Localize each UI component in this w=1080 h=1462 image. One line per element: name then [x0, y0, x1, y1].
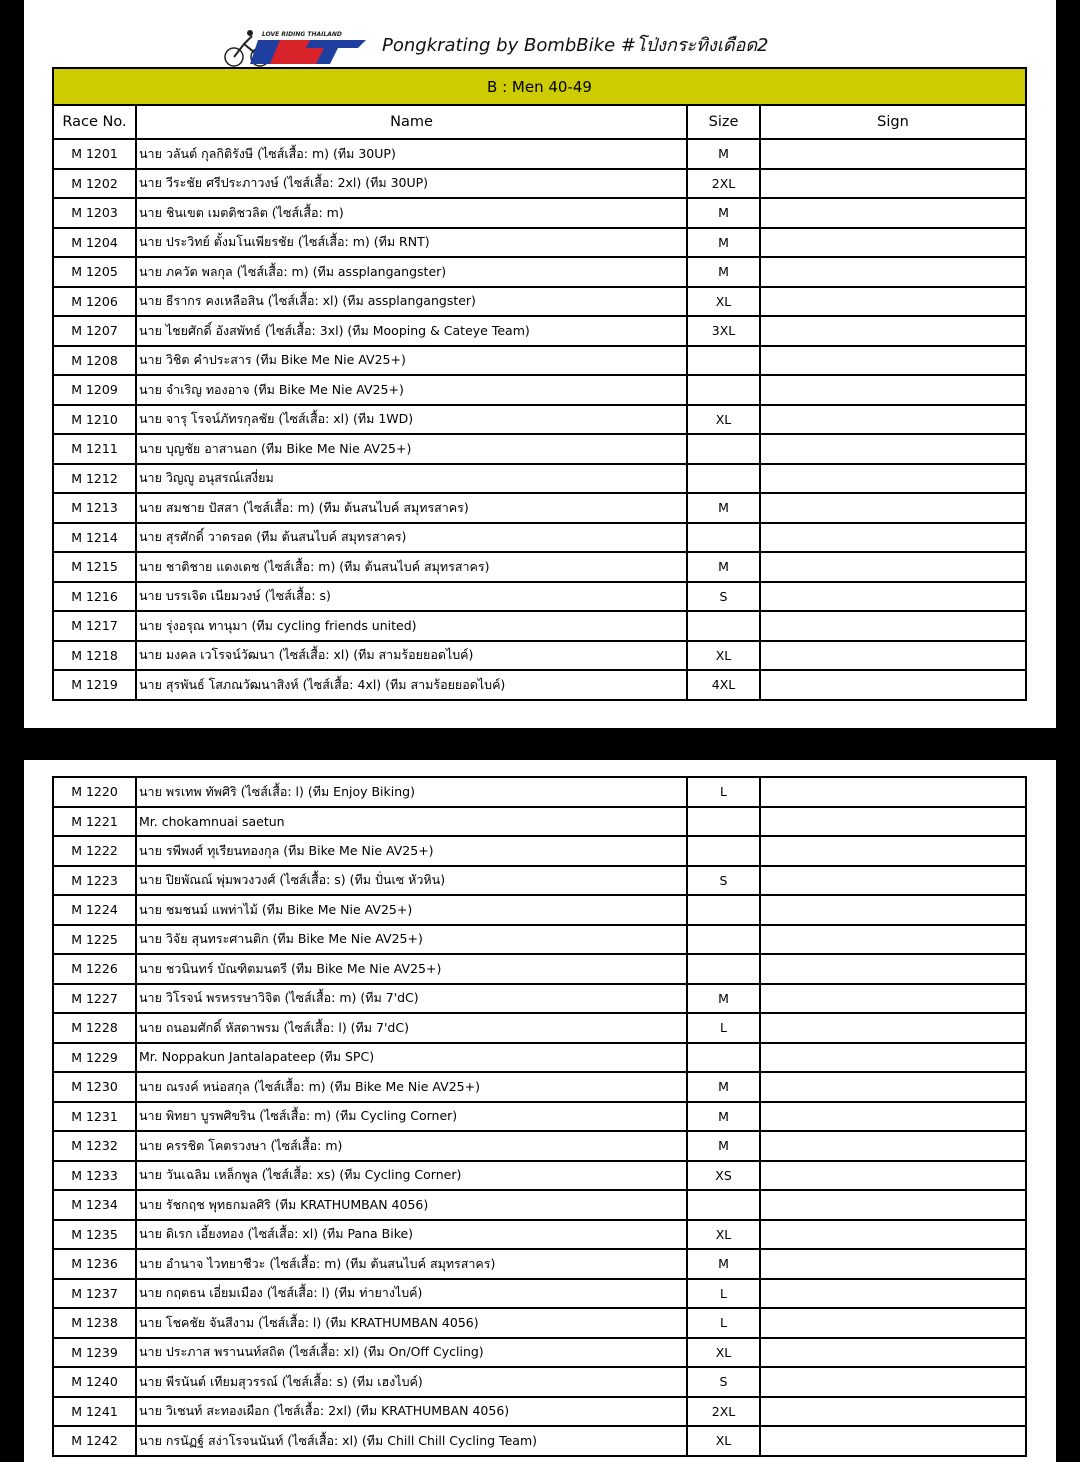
- sign-cell: [760, 1043, 1026, 1073]
- name-cell: นาย จำเริญ ทองอาจ (ทีม Bike Me Nie AV25+): [136, 375, 687, 405]
- size-cell: [687, 807, 760, 837]
- name-cell: นาย วลันต์ กุลกิติรังษี (ไซส์เสื้อ: m) (ทีม 30UP): [136, 139, 687, 169]
- size-cell: XL: [687, 405, 760, 435]
- table-row: [53, 1308, 1026, 1338]
- race-number-cell: M 1216: [53, 582, 136, 612]
- sign-cell: [760, 1161, 1026, 1191]
- category-band: B : Men 40-49: [53, 68, 1026, 105]
- table-row: [53, 523, 1026, 553]
- name-cell: นาย กรนัฏฐ์ สง่าโรจนนันท์ (ไซส์เสื้อ: xl) (ทีม Chill Chill Cycling Team): [136, 1426, 687, 1456]
- name-cell: นาย ธีรากร คงเหลือสิน (ไซส์เสื้อ: xl) (ทีม assplangangster): [136, 287, 687, 317]
- table-row: [53, 1043, 1026, 1073]
- name-cell: นาย ไชยศักดิ์ อังสพัทธ์ (ไซส์เสื้อ: 3xl) (ทีม Mooping & Cateye Team): [136, 316, 687, 346]
- sign-cell: [760, 434, 1026, 464]
- name-cell: นาย ชมชนม์ แพท่าไม้ (ทีม Bike Me Nie AV25+): [136, 895, 687, 925]
- name-cell: นาย วันเฉลิม เหล็กพูล (ไซส์เสื้อ: xs) (ทีม Cycling Corner): [136, 1161, 687, 1191]
- name-cell: นาย รุ่งอรุณ ทานุมา (ทีม cycling friends united): [136, 611, 687, 641]
- sign-cell: [760, 807, 1026, 837]
- size-cell: M: [687, 257, 760, 287]
- size-cell: L: [687, 1308, 760, 1338]
- name-cell: นาย กฤตธน เอี่ยมเมือง (ไซส์เสื้อ: l) (ทีม ท่ายางไบค์): [136, 1279, 687, 1309]
- name-cell: นาย ชินเขต เมตติชวลิต (ไซส์เสื้อ: m): [136, 198, 687, 228]
- sign-cell: [760, 316, 1026, 346]
- name-cell: นาย พีรนันต์ เทียมสุวรรณ์ (ไซส์เสื้อ: s) (ทีม เฮงไบค์): [136, 1367, 687, 1397]
- sign-cell: [760, 925, 1026, 955]
- table-row: [53, 464, 1026, 494]
- race-number-cell: M 1222: [53, 836, 136, 866]
- table-row: [53, 1102, 1026, 1132]
- table-row: [53, 866, 1026, 896]
- race-number-cell: M 1204: [53, 228, 136, 258]
- column-header-race-no: Race No.: [53, 105, 136, 139]
- sign-cell: [760, 169, 1026, 199]
- size-cell: M: [687, 493, 760, 523]
- sign-cell: [760, 836, 1026, 866]
- race-number-cell: M 1207: [53, 316, 136, 346]
- race-number-cell: M 1203: [53, 198, 136, 228]
- race-number-cell: M 1239: [53, 1338, 136, 1368]
- size-cell: M: [687, 1249, 760, 1279]
- race-number-cell: M 1214: [53, 523, 136, 553]
- sign-cell: [760, 1131, 1026, 1161]
- race-number-cell: M 1226: [53, 954, 136, 984]
- sign-cell: [760, 954, 1026, 984]
- name-cell: นาย ณรงค์ หน่อสกุล (ไซส์เสื้อ: m) (ทีม Bike Me Nie AV25+): [136, 1072, 687, 1102]
- race-number-cell: M 1213: [53, 493, 136, 523]
- name-cell: นาย วิจัย สุนทระศานติก (ทีม Bike Me Nie AV25+): [136, 925, 687, 955]
- table-row: [53, 1338, 1026, 1368]
- race-number-cell: M 1230: [53, 1072, 136, 1102]
- column-header-sign: Sign: [760, 105, 1026, 139]
- table-row: [53, 346, 1026, 376]
- size-cell: [687, 836, 760, 866]
- race-number-cell: M 1220: [53, 777, 136, 807]
- size-cell: XL: [687, 1220, 760, 1250]
- sign-cell: [760, 1072, 1026, 1102]
- name-cell: นาย โชคชัย จันสีงาม (ไซส์เสื้อ: l) (ทีม KRATHUMBAN 4056): [136, 1308, 687, 1338]
- sign-cell: [760, 1220, 1026, 1250]
- name-cell: นาย วิเชนท์ สะทองเผือก (ไซส์เสื้อ: 2xl) (ทีม KRATHUMBAN 4056): [136, 1397, 687, 1427]
- race-number-cell: M 1223: [53, 866, 136, 896]
- race-number-cell: M 1232: [53, 1131, 136, 1161]
- table-row: [53, 434, 1026, 464]
- sign-cell: [760, 1249, 1026, 1279]
- size-cell: M: [687, 1072, 760, 1102]
- sign-cell: [760, 777, 1026, 807]
- name-cell: นาย ครรชิต โคตรวงษา (ไซส์เสื้อ: m): [136, 1131, 687, 1161]
- name-cell: นาย ปิยพัณณ์ พุ่มพวงวงศ์ (ไซส์เสื้อ: s) (ทีม ปั่นเซ หัวหิน): [136, 866, 687, 896]
- name-cell: นาย จารุ โรจน์ภัทรกุลชัย (ไซส์เสื้อ: xl) (ทีม 1WD): [136, 405, 687, 435]
- table-row: [53, 1249, 1026, 1279]
- table-row: [53, 925, 1026, 955]
- size-cell: S: [687, 582, 760, 612]
- race-number-cell: M 1205: [53, 257, 136, 287]
- table-row: [53, 287, 1026, 317]
- table-row: [53, 641, 1026, 671]
- name-cell: Mr. chokamnuai saetun: [136, 807, 687, 837]
- sign-cell: [760, 405, 1026, 435]
- name-cell: นาย สมชาย ปัสสา (ไซส์เสื้อ: m) (ทีม ต้นสนไบค์ สมุทรสาคร): [136, 493, 687, 523]
- name-cell: นาย มงคล เวโรจน์วัฒนา (ไซส์เสื้อ: xl) (ทีม สามร้อยยอดไบค์): [136, 641, 687, 671]
- sign-cell: [760, 346, 1026, 376]
- table-row: [53, 611, 1026, 641]
- race-number-cell: M 1221: [53, 807, 136, 837]
- race-number-cell: M 1235: [53, 1220, 136, 1250]
- table-row: [53, 1426, 1026, 1456]
- sign-cell: [760, 866, 1026, 896]
- table-row: [53, 1367, 1026, 1397]
- name-cell: นาย บรรเจิด เนียมวงษ์ (ไซส์เสื้อ: s): [136, 582, 687, 612]
- name-cell: นาย ประภาส พรานนท์สถิต (ไซส์เสื้อ: xl) (ทีม On/Off Cycling): [136, 1338, 687, 1368]
- table-row: [53, 552, 1026, 582]
- sign-cell: [760, 1308, 1026, 1338]
- sign-cell: [760, 1397, 1026, 1427]
- race-number-cell: M 1202: [53, 169, 136, 199]
- sign-cell: [760, 1279, 1026, 1309]
- size-cell: [687, 895, 760, 925]
- race-number-cell: M 1201: [53, 139, 136, 169]
- size-cell: XL: [687, 1338, 760, 1368]
- table-row: [53, 1161, 1026, 1191]
- table-row: [53, 1397, 1026, 1427]
- race-number-cell: M 1241: [53, 1397, 136, 1427]
- name-cell: นาย วิชิต คำประสาร (ทีม Bike Me Nie AV25+): [136, 346, 687, 376]
- race-number-cell: M 1212: [53, 464, 136, 494]
- size-cell: XL: [687, 287, 760, 317]
- race-number-cell: M 1242: [53, 1426, 136, 1456]
- size-cell: XS: [687, 1161, 760, 1191]
- size-cell: M: [687, 139, 760, 169]
- name-cell: นาย ภควัต พลกุล (ไซส์เสื้อ: m) (ทีม assplangangster): [136, 257, 687, 287]
- name-cell: นาย อำนาจ ไวทยาชีวะ (ไซส์เสื้อ: m) (ทีม ต้นสนไบค์ สมุทรสาคร): [136, 1249, 687, 1279]
- table-row: [53, 954, 1026, 984]
- race-number-cell: M 1231: [53, 1102, 136, 1132]
- sign-cell: [760, 1102, 1026, 1132]
- table-body: [53, 777, 1026, 1456]
- name-cell: นาย ชวนินทร์ บัณฑิตมนตรี (ทีม Bike Me Nie AV25+): [136, 954, 687, 984]
- size-cell: [687, 954, 760, 984]
- table-row: [53, 169, 1026, 199]
- sign-cell: [760, 984, 1026, 1014]
- size-cell: 2XL: [687, 169, 760, 199]
- race-number-cell: M 1225: [53, 925, 136, 955]
- table-row: [53, 257, 1026, 287]
- size-cell: [687, 1043, 760, 1073]
- size-cell: M: [687, 552, 760, 582]
- sign-cell: [760, 1190, 1026, 1220]
- column-header-size: Size: [687, 105, 760, 139]
- race-number-cell: M 1209: [53, 375, 136, 405]
- size-cell: XL: [687, 641, 760, 671]
- name-cell: นาย ชาติชาย แดงเดช (ไซส์เสื้อ: m) (ทีม ต้นสนไบค์ สมุทรสาคร): [136, 552, 687, 582]
- name-cell: นาย วิญญู อนุสรณ์เสงี่ยม: [136, 464, 687, 494]
- lrt-logo-icon: [220, 26, 366, 68]
- table-row: [53, 836, 1026, 866]
- name-cell: นาย สุรศักดิ์ วาดรอด (ทีม ต้นสนไบค์ สมุทรสาคร): [136, 523, 687, 553]
- registration-table-page-1: [52, 67, 1027, 701]
- size-cell: M: [687, 1102, 760, 1132]
- document-page-2: [24, 760, 1056, 1462]
- size-cell: M: [687, 228, 760, 258]
- sign-cell: [760, 552, 1026, 582]
- race-number-cell: M 1229: [53, 1043, 136, 1073]
- sign-cell: [760, 895, 1026, 925]
- sign-cell: [760, 257, 1026, 287]
- size-cell: XL: [687, 1426, 760, 1456]
- sign-cell: [760, 523, 1026, 553]
- size-cell: 3XL: [687, 316, 760, 346]
- race-number-cell: M 1227: [53, 984, 136, 1014]
- document-title: Pongkrating by BombBike #โป่งกระทิงเดือด2: [382, 35, 769, 56]
- table-body: [53, 139, 1026, 700]
- sign-cell: [760, 198, 1026, 228]
- race-number-cell: M 1208: [53, 346, 136, 376]
- race-number-cell: M 1238: [53, 1308, 136, 1338]
- name-cell: นาย สุรพันธ์ โสภณวัฒนาสิงห์ (ไซส์เสื้อ: 4xl) (ทีม สามร้อยยอดไบค์): [136, 670, 687, 700]
- size-cell: 2XL: [687, 1397, 760, 1427]
- sign-cell: [760, 287, 1026, 317]
- size-cell: [687, 375, 760, 405]
- size-cell: [687, 611, 760, 641]
- table-row: [53, 375, 1026, 405]
- svg-text:LOVE RIDING THAILAND: LOVE RIDING THAILAND: [262, 31, 342, 38]
- size-cell: L: [687, 777, 760, 807]
- race-number-cell: M 1228: [53, 1013, 136, 1043]
- name-cell: นาย วีระชัย ศรีประภาวงษ์ (ไซส์เสื้อ: 2xl) (ทีม 30UP): [136, 169, 687, 199]
- size-cell: M: [687, 1131, 760, 1161]
- sign-cell: [760, 1013, 1026, 1043]
- size-cell: [687, 925, 760, 955]
- name-cell: นาย วิโรจน์ พรหรรษาวิจิต (ไซส์เสื้อ: m) (ทีม 7'dC): [136, 984, 687, 1014]
- race-number-cell: M 1234: [53, 1190, 136, 1220]
- column-header-name: Name: [136, 105, 687, 139]
- race-number-cell: M 1210: [53, 405, 136, 435]
- sign-cell: [760, 139, 1026, 169]
- table-row: [53, 895, 1026, 925]
- size-cell: M: [687, 984, 760, 1014]
- race-number-cell: M 1236: [53, 1249, 136, 1279]
- sign-cell: [760, 464, 1026, 494]
- name-cell: นาย ดิเรก เอี้ยงทอง (ไซส์เสื้อ: xl) (ทีม Pana Bike): [136, 1220, 687, 1250]
- table-row: [53, 582, 1026, 612]
- table-row: [53, 984, 1026, 1014]
- table-row: [53, 1131, 1026, 1161]
- size-cell: L: [687, 1013, 760, 1043]
- table-row: [53, 1220, 1026, 1250]
- table-row: [53, 493, 1026, 523]
- document-header: [220, 22, 820, 68]
- table-row: [53, 198, 1026, 228]
- name-cell: นาย พิทยา บูรพศิขริน (ไซส์เสื้อ: m) (ทีม Cycling Corner): [136, 1102, 687, 1132]
- table-row: [53, 1072, 1026, 1102]
- document-page-1: [24, 0, 1056, 728]
- race-number-cell: M 1215: [53, 552, 136, 582]
- race-number-cell: M 1211: [53, 434, 136, 464]
- registration-table-page-2: [52, 776, 1027, 1457]
- table-row: [53, 139, 1026, 169]
- size-cell: [687, 523, 760, 553]
- table-row: [53, 1279, 1026, 1309]
- name-cell: นาย บุญชัย อาสานอก (ทีม Bike Me Nie AV25+): [136, 434, 687, 464]
- race-number-cell: M 1237: [53, 1279, 136, 1309]
- sign-cell: [760, 493, 1026, 523]
- size-cell: L: [687, 1279, 760, 1309]
- size-cell: S: [687, 866, 760, 896]
- name-cell: Mr. Noppakun Jantalapateep (ทีม SPC): [136, 1043, 687, 1073]
- sign-cell: [760, 228, 1026, 258]
- race-number-cell: M 1224: [53, 895, 136, 925]
- size-cell: [687, 464, 760, 494]
- sign-cell: [760, 641, 1026, 671]
- sign-cell: [760, 670, 1026, 700]
- sign-cell: [760, 1338, 1026, 1368]
- size-cell: 4XL: [687, 670, 760, 700]
- name-cell: นาย รพีพงศ์ ทุเรียนทองกุล (ทีม Bike Me Nie AV25+): [136, 836, 687, 866]
- table-row: [53, 316, 1026, 346]
- sign-cell: [760, 582, 1026, 612]
- table-row: [53, 1190, 1026, 1220]
- race-number-cell: M 1233: [53, 1161, 136, 1191]
- sign-cell: [760, 1426, 1026, 1456]
- size-cell: [687, 346, 760, 376]
- table-row: [53, 405, 1026, 435]
- table-row: [53, 807, 1026, 837]
- size-cell: M: [687, 198, 760, 228]
- size-cell: [687, 434, 760, 464]
- name-cell: นาย ประวิทย์ ตั้งมโนเพียรชัย (ไซส์เสื้อ: m) (ทีม RNT): [136, 228, 687, 258]
- race-number-cell: M 1218: [53, 641, 136, 671]
- name-cell: นาย รัชกฤช พุทธกมลศิริ (ทีม KRATHUMBAN 4056): [136, 1190, 687, 1220]
- race-number-cell: M 1240: [53, 1367, 136, 1397]
- table-row: [53, 1013, 1026, 1043]
- sign-cell: [760, 375, 1026, 405]
- sign-cell: [760, 611, 1026, 641]
- size-cell: S: [687, 1367, 760, 1397]
- sign-cell: [760, 1367, 1026, 1397]
- table-row: [53, 228, 1026, 258]
- race-number-cell: M 1206: [53, 287, 136, 317]
- table-row: [53, 670, 1026, 700]
- race-number-cell: M 1217: [53, 611, 136, 641]
- race-number-cell: M 1219: [53, 670, 136, 700]
- name-cell: นาย พรเทพ ทัพศิริ (ไซส์เสื้อ: l) (ทีม Enjoy Biking): [136, 777, 687, 807]
- name-cell: นาย ถนอมศักดิ์ หัสดาพรม (ไซส์เสื้อ: l) (ทีม 7'dC): [136, 1013, 687, 1043]
- size-cell: [687, 1190, 760, 1220]
- table-row: [53, 777, 1026, 807]
